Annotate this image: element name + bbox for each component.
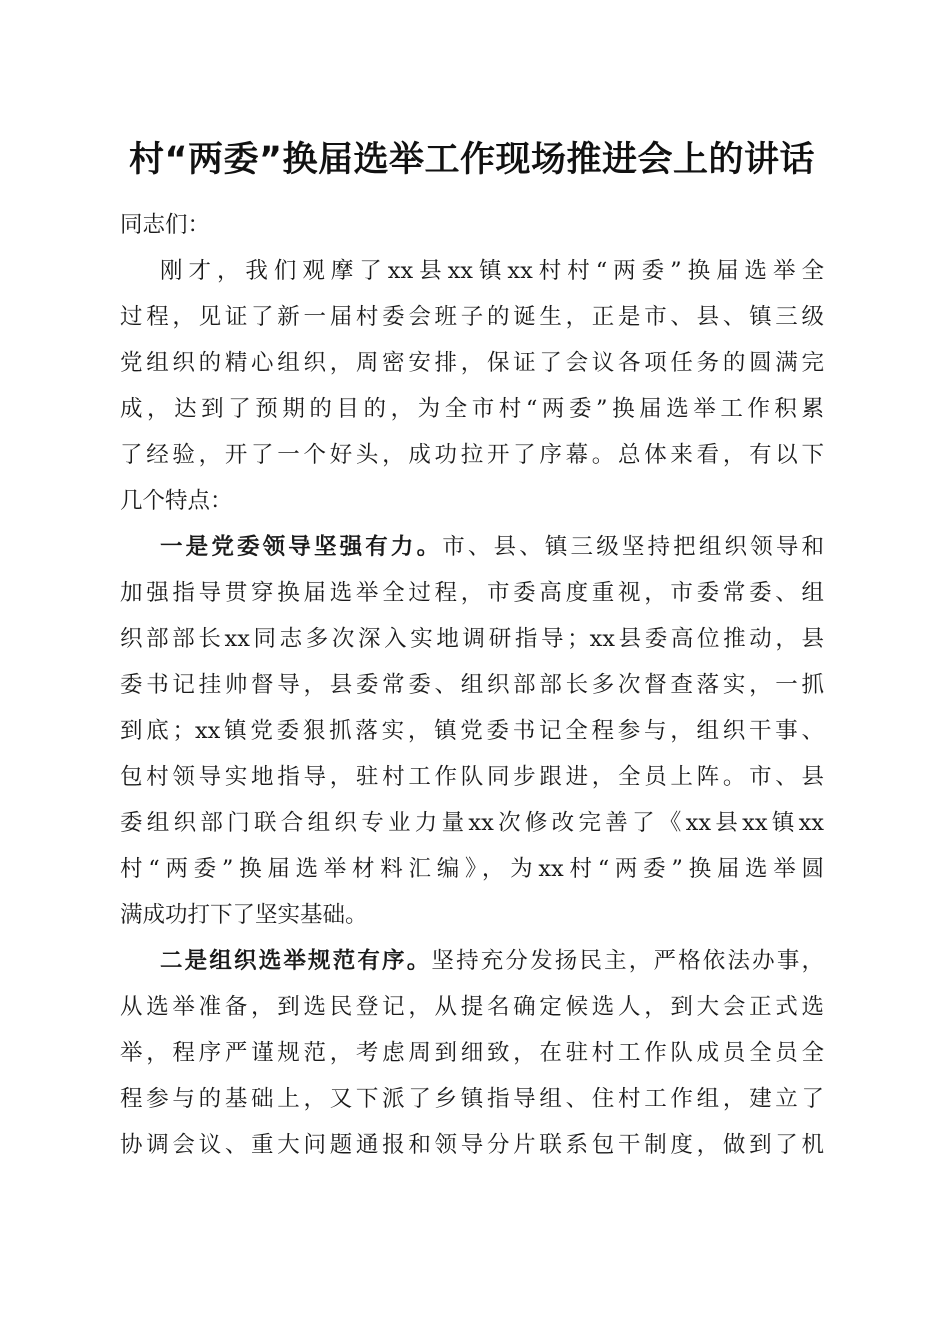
salutation: 同志们： — [120, 212, 211, 238]
paragraph-text: 市、县、镇三级坚持把组织领导和 — [442, 534, 824, 560]
paragraph-line: 到底；xx镇党委狠抓落实，镇党委书记全程参与，组织干事、 — [120, 718, 824, 744]
paragraph-line: 党组织的精心组织，周密安排，保证了会议各项任务的圆满完 — [120, 350, 824, 376]
paragraph-line: 从选举准备，到选民登记，从提名确定候选人，到大会正式选 — [120, 994, 824, 1020]
paragraph-line: 刚才，我们观摩了xx县xx镇xx村村“两委”换届选举全 — [160, 258, 824, 284]
paragraph-2 — [120, 524, 824, 938]
paragraph-line: 委书记挂帅督导，县委常委、组织部部长多次督查落实，一抓 — [120, 672, 824, 698]
paragraph-line: 加强指导贯穿换届选举全过程，市委高度重视，市委常委、组 — [120, 580, 824, 606]
paragraph-heading: 一是党委领导坚强有力。 — [160, 534, 443, 560]
document-title: 村“两委”换届选举工作现场推进会上的讲话 — [128, 140, 815, 180]
paragraph-line: 程参与的基础上，又下派了乡镇指导组、住村工作组，建立了 — [120, 1086, 824, 1112]
document-body — [120, 202, 824, 1168]
paragraph-line: 满成功打下了坚实基础。 — [120, 902, 368, 928]
paragraph-1 — [120, 248, 824, 524]
paragraph-text: 坚持充分发扬民主，严格依法办事， — [431, 948, 824, 974]
paragraph-line — [120, 524, 824, 570]
paragraph-line: 协调会议、重大问题通报和领导分片联系包干制度，做到了机 — [120, 1132, 824, 1158]
paragraph-line: 村“两委”换届选举材料汇编》，为xx村“两委”换届选举圆 — [120, 856, 824, 882]
paragraph-line: 了经验，开了一个好头，成功拉开了序幕。总体来看，有以下 — [120, 442, 824, 468]
paragraph-line: 委组织部门联合组织专业力量xx次修改完善了《xx县xx镇xx — [120, 810, 824, 836]
paragraph-line: 几个特点： — [120, 488, 233, 514]
paragraph-heading: 二是组织选举规范有序。 — [160, 948, 432, 974]
paragraph-line: 成，达到了预期的目的，为全市村“两委”换届选举工作积累 — [120, 396, 824, 422]
paragraph-line: 过程，见证了新一届村委会班子的诞生，正是市、县、镇三级 — [120, 304, 824, 330]
paragraph-line: 织部部长xx同志多次深入实地调研指导；xx县委高位推动，县 — [120, 626, 824, 652]
paragraph-line: 举，程序严谨规范，考虑周到细致，在驻村工作队成员全员全 — [120, 1040, 824, 1066]
paragraph-line: 包村领导实地指导，驻村工作队同步跟进，全员上阵。市、县 — [120, 764, 824, 790]
paragraph-3 — [120, 938, 824, 1168]
paragraph-line — [120, 938, 824, 984]
